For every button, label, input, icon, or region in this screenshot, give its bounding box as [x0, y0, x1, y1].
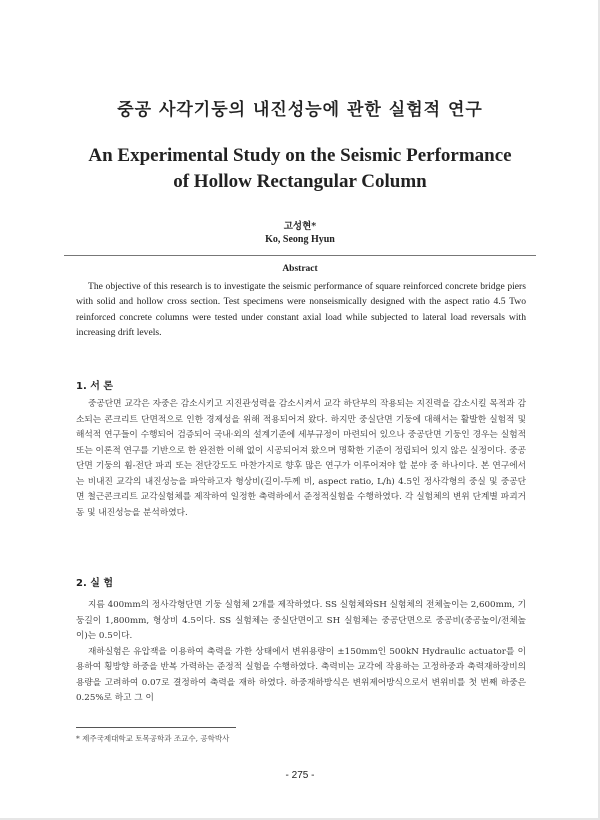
author-korean: 고성현* — [283, 221, 317, 232]
section-body-experiment — [76, 598, 526, 707]
paragraph: 중공단면 교각은 자중은 감소시키고 지진관성력을 감소시켜서 교각 하단부의 작용되는 지진력을 감소시킬 목적과 감소되는 콘크리트 단면적으로 인한 경제성을 위해 적용되어져 왔다. 하지만 중실단면 기둥에 대해서는 활발한 실험적 및 해석적 연구들이 수행되어 검증되어 국내·외의 설계기준에 세부규정이 마련되어 있으나 중공단면 기둥인 경우는 실험적 또는 이론적 연구를 기반으로 한 완전한 이해 없이 시공되어져 왔으며 명확한 기준이 정립되어 있지 않은 실정이다. 중공단면 기둥의 휨-전단 파괴 또는 전단강도도 마찬가지로 향후 많은 연구가 이루어져야 할 분야 중 하나이다. 본 연구에서는 비내진 교각의 내진성능을 파악하고자 형상비(길이-두께 비, aspect ratio, L/h) 4.5인 정사각형의 중실 및 중공단면 철근콘크리트 교각실험체를 제작하여 일정한 축력하에서 준정적실험을 수행하였다. 각 실험체의 변위 단계별 파괴거동 및 내진성능을 분석하였다. — [76, 399, 526, 518]
abstract-heading: Abstract — [282, 264, 318, 274]
header-divider — [64, 255, 536, 256]
abstract-text: The objective of this research is to investigate the seismic performance of square reinforced concrete bridge piers with solid and hollow cross section. Test specimens were nonseismically designed with the aspect ratio 4.5 Two reinforced concrete columns were tested under constant axial load while subjected to lateral load reversals with increasing drift levels. — [76, 281, 526, 339]
paragraph: 지름 400mm의 정사각형단면 기둥 실험체 2개를 제작하였다. SS 실험체와SH 실험체의 전체높이는 2,600mm, 기둥길이 1,800mm, 형상비 4.5이다. SS 실험체는 중실단면이고 SH 실험체는 중공단면으로 중공비(중공높이/전체높이)는 0.5이다. — [76, 600, 526, 641]
section-heading-experiment: 2. 실 험 — [76, 578, 114, 589]
title-korean: 중공 사각기둥의 내진성능에 관한 실험적 연구 — [117, 100, 483, 120]
section-heading-introduction: 1. 서 론 — [76, 381, 114, 392]
title-english-line-2: of Hollow Rectangular Column — [173, 171, 427, 192]
title-english — [0, 143, 600, 195]
section-body-introduction — [76, 397, 526, 521]
title-english-line-1: An Experimental Study on the Seismic Performance — [88, 145, 512, 166]
page-number: - 275 - — [285, 770, 315, 781]
footnote: * 제주국제대학교 토목공학과 조교수, 공학박사 — [76, 734, 230, 743]
author-english: Ko, Seong Hyun — [265, 234, 335, 245]
footnote-divider — [76, 727, 236, 728]
paragraph: 재하실험은 유압잭을 이용하여 축력을 가한 상태에서 변위용량이 ±150mm인 500kN Hydraulic actuator를 이용하여 횡방향 하중을 반복 가력하는 준정적 실험을 수행하였다. 축력비는 교각에 작용하는 고정하중과 축력재하장비의 용량을 고려하여 0.07로 결정하여 축력을 재하 하였다. 하중재하방식은 변위제어방식으로서 변위비를 첫 번째 하중은 0.25%로 하고 그 이 — [76, 646, 526, 703]
